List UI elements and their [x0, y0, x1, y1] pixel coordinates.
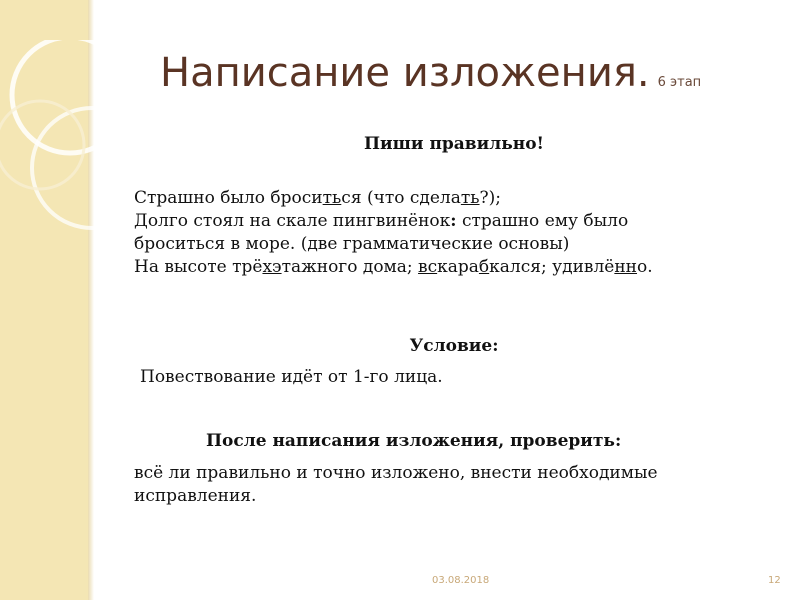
example-line [134, 210, 774, 233]
example-text-part: На высоте трё [134, 257, 263, 277]
example-text-part: хэ [262, 257, 282, 277]
example-sentences [134, 187, 774, 279]
footer-date: 03.08.2018 [432, 575, 490, 586]
example-text-part: тажного дома; [281, 257, 419, 277]
example-text-part: Страшно было броси [134, 188, 323, 208]
heading-after-writing: После написания изложения, проверить: [206, 431, 622, 451]
example-line [134, 256, 774, 279]
example-text-part: ся (что сдела [341, 188, 461, 208]
example-text-part: б [478, 257, 490, 277]
example-text-part: вс [418, 257, 438, 277]
condition-text: Повествование идёт от 1-го лица. [140, 367, 443, 387]
example-text-part: нн [614, 257, 638, 277]
example-text-part: кался; удивлё [489, 257, 615, 277]
heading-write-correctly: Пиши правильно! [364, 134, 544, 154]
heading-condition: Условие: [409, 336, 499, 356]
example-text-part: броситься в море. (две грамматические основы) [134, 234, 570, 254]
slide-number: 12 [768, 575, 781, 586]
example-line [134, 187, 774, 210]
check-line: исправления. [134, 486, 257, 506]
check-line: всё ли правильно и точно изложено, внести необходимые [134, 463, 658, 483]
example-text-part: о. [637, 257, 653, 277]
slide-title: Написание изложения. 6 этап [160, 50, 702, 96]
example-text-part: ть [460, 188, 480, 208]
decorative-rings [0, 40, 140, 230]
example-line [134, 233, 774, 256]
check-instructions [134, 462, 774, 508]
example-text-part: : [450, 211, 457, 231]
example-text-part: ть [322, 188, 342, 208]
example-text-part: Долго стоял на скале пингвинёнок [134, 211, 451, 231]
example-text-part: страшно ему было [456, 211, 629, 231]
example-text-part: кара [437, 257, 479, 277]
stage-label: 6 этап [657, 75, 702, 90]
example-text-part: ?); [479, 188, 502, 208]
